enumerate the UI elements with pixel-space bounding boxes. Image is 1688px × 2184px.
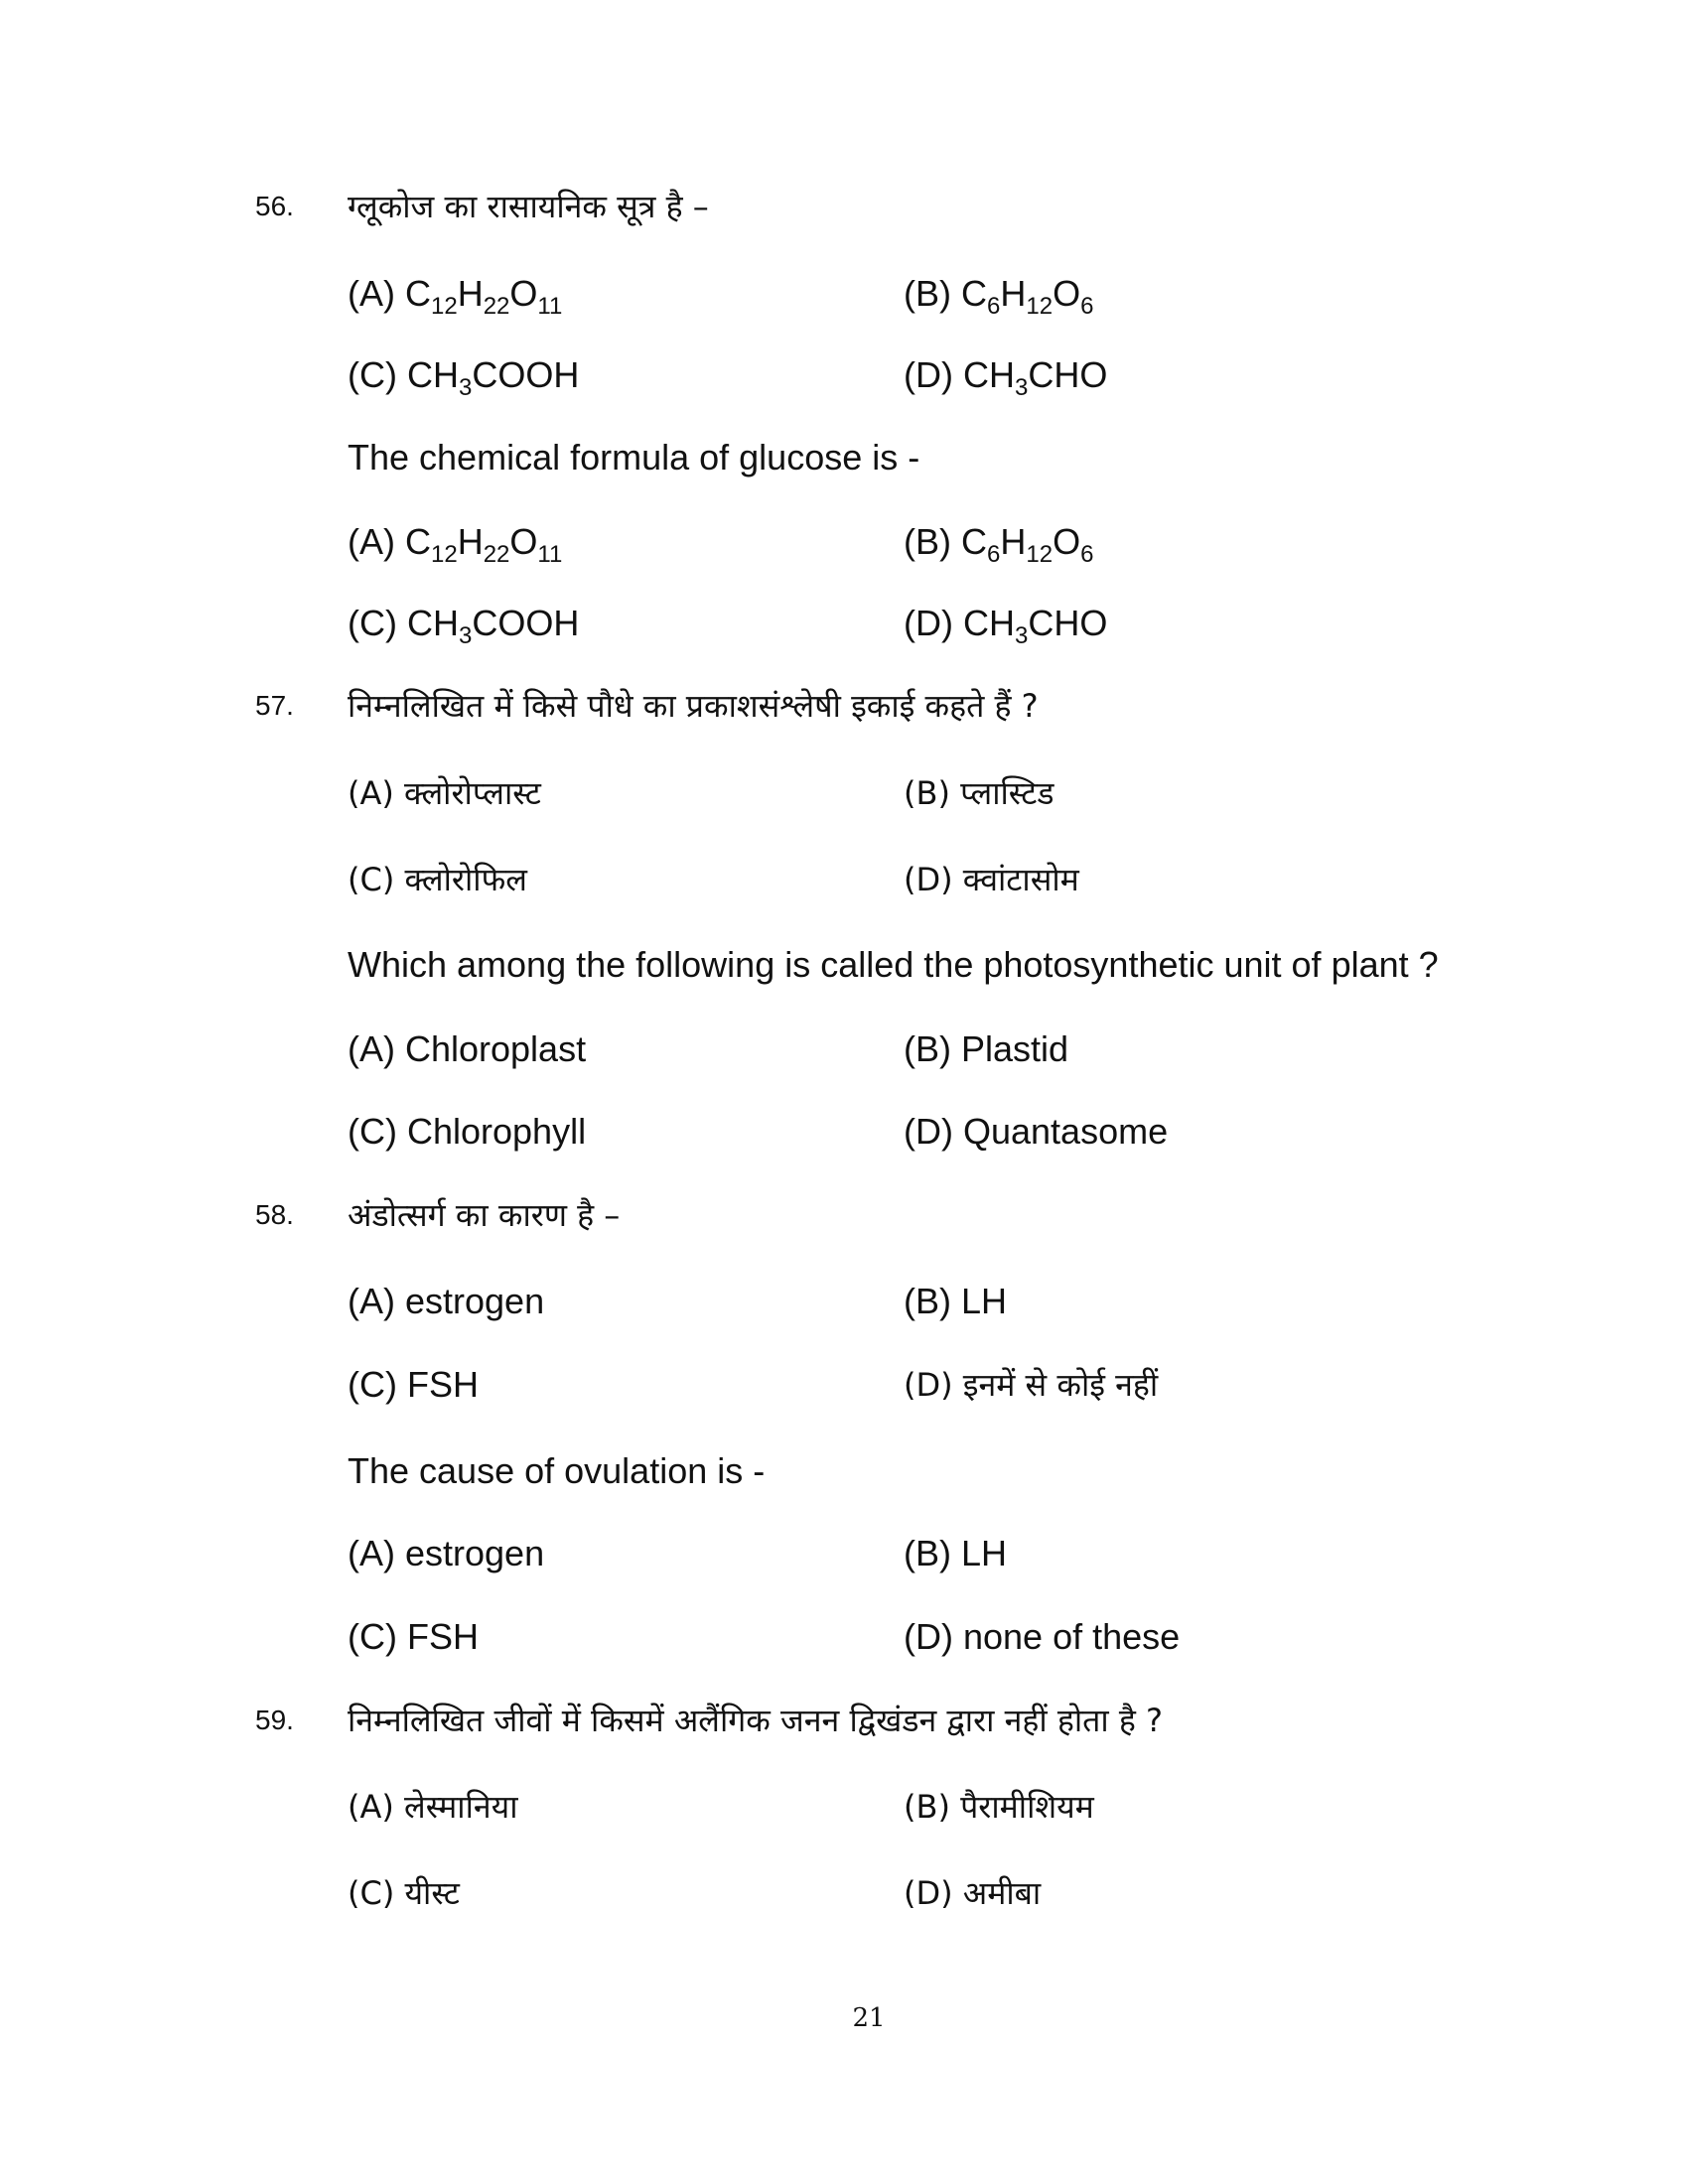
option-d: (D) $CH_3CHO$ [904, 354, 1108, 401]
option-a: (A) estrogen [348, 1533, 545, 1573]
question-text-hindi: निम्नलिखित जीवों में किसमें अलैंगिक जनन द्विखंडन द्वारा नहीं होता है ? [348, 1702, 1163, 1739]
question-number: 59. [255, 1705, 294, 1735]
option-c: (C) $CH_3COOH$ [348, 603, 580, 649]
question-text-hindi: निम्नलिखित में किसे पौधे का प्रकाशसंश्लेषी इकाई कहते हैं ? [348, 687, 1039, 725]
question-text-hindi: अंडोत्सर्ग का कारण है – [348, 1196, 621, 1234]
option-c: (C) क्लोरोफिल [348, 861, 527, 898]
option-c: (C) $CH_3COOH$ [348, 354, 580, 401]
option-b: (B) $C_6H_{12}O_6$ [904, 273, 1094, 320]
question-number: 57. [255, 690, 294, 721]
option-c: (C) यीस्ट [348, 1874, 460, 1912]
question-number: 58. [255, 1199, 294, 1230]
option-a: (A) लेस्मानिया [348, 1788, 518, 1826]
question-text-english: The chemical formula of glucose is - [348, 437, 920, 478]
option-c: (C) Chlorophyll [348, 1111, 587, 1152]
option-c: (C) FSH [348, 1364, 479, 1405]
option-d: (D) Quantasome [904, 1111, 1169, 1152]
option-d: (D) क्वांटासोम [904, 861, 1079, 898]
option-d: (D) अमीबा [904, 1874, 1042, 1912]
page-number: 21 [852, 2003, 886, 2033]
option-d: (D) इनमें से कोई नहीं [904, 1366, 1159, 1404]
option-a: (A) $C_{12}H_{22}O_{11}$ [348, 521, 563, 568]
option-a: (A) estrogen [348, 1281, 545, 1321]
option-d: (D) none of these [904, 1616, 1181, 1657]
option-d: (D) $CH_3CHO$ [904, 603, 1108, 649]
option-b: (B) पैरामीशियम [904, 1788, 1094, 1826]
question-text-english: The cause of ovulation is - [348, 1450, 766, 1491]
option-b: (B) Plastid [904, 1028, 1069, 1069]
option-b: (B) $C_6H_{12}O_6$ [904, 521, 1094, 568]
option-a: (A) क्लोरोप्लास्ट [348, 774, 541, 812]
option-b: (B) LH [904, 1281, 1008, 1321]
question-text-hindi: ग्लूकोज का रासायनिक सूत्र है – [348, 188, 709, 225]
question-number: 56. [255, 191, 294, 221]
option-b: (B) प्लास्टिड [904, 774, 1055, 812]
option-a: (A) Chloroplast [348, 1028, 587, 1069]
question-text-english: Which among the following is called the photosynthetic unit of plant ? [348, 944, 1439, 985]
option-b: (B) LH [904, 1533, 1008, 1573]
option-a: (A) $C_{12}H_{22}O_{11}$ [348, 273, 563, 320]
option-c: (C) FSH [348, 1616, 479, 1657]
